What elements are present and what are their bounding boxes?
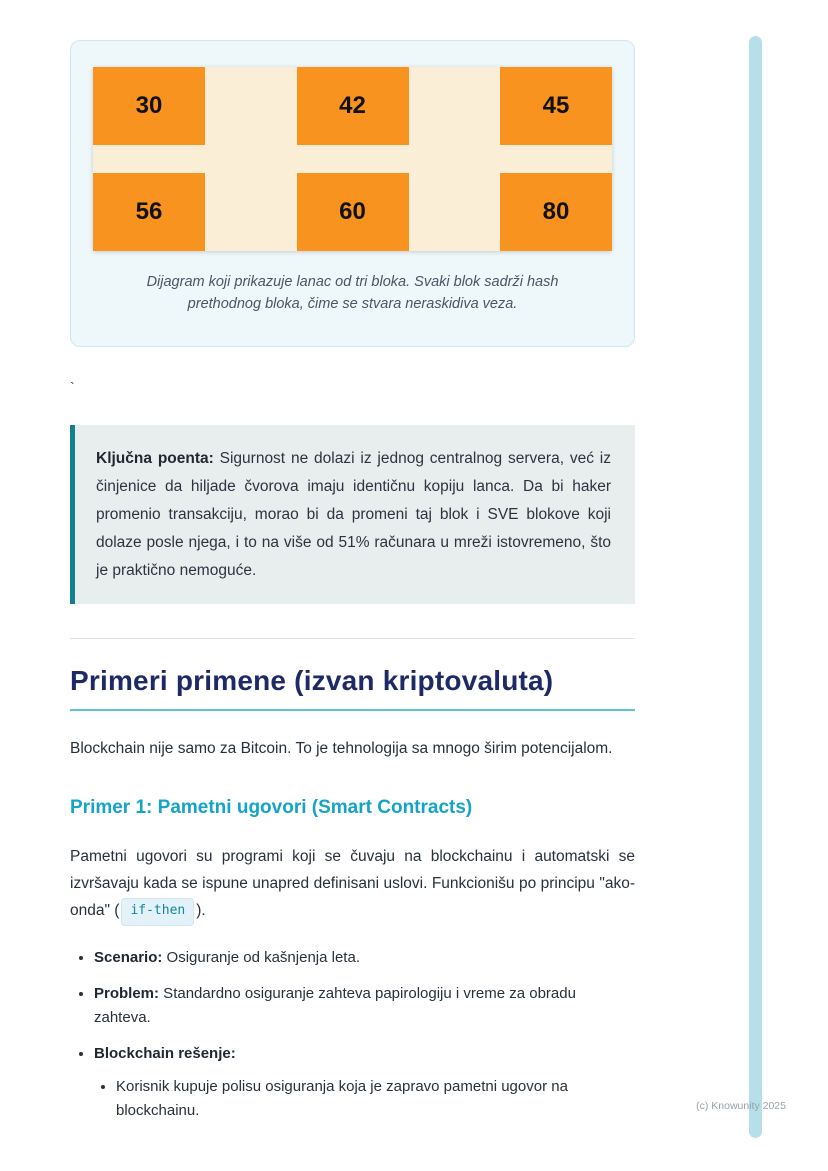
list-item — [94, 982, 635, 1030]
nested-list-item: • Korisnik kupuje polisu osiguranja koja je zapravo pametni ugovor na blockchainu. — [116, 1075, 635, 1123]
intro-paragraph: Blockchain nije samo za Bitcoin. To je tehnologija sa mnogo širim potencijalom. — [70, 740, 613, 758]
list-item — [94, 946, 635, 970]
block-cell: 45 — [500, 67, 612, 145]
section-heading: Primeri primene (izvan kriptovaluta) — [70, 665, 635, 711]
scrollbar[interactable] — [749, 36, 762, 1138]
key-point-callout — [70, 425, 635, 604]
subsection-heading: Primer 1: Pametni ugovori (Smart Contracts) — [70, 796, 473, 818]
list-item-label: Problem: — [94, 984, 160, 1002]
list-item-label: Scenario: — [94, 948, 163, 966]
examples-list — [70, 946, 635, 1123]
block-cell: 80 — [500, 173, 612, 251]
block-cell: 42 — [297, 67, 409, 145]
block-cell: 60 — [297, 173, 409, 251]
callout-label: Ključna poenta: — [96, 449, 214, 467]
block-cell: 56 — [93, 173, 205, 251]
figure-caption: Dijagram koji prikazuje lanac od tri bloka. Svaki blok sadrži hash prethodnog bloka, čime se stvara neraskidiva veza. — [146, 274, 559, 313]
paragraph-text: ). — [196, 901, 206, 919]
block-cell: 30 — [93, 67, 205, 145]
blockchain-diagram — [93, 67, 612, 251]
stray-backtick: ` — [70, 378, 75, 395]
page-content — [70, 40, 635, 1135]
callout-text: Sigurnost ne dolazi iz jednog centralnog servera, već iz činjenice da hiljade čvorova imaju identičnu kopiju lanca. Da bi haker promenio transakciju, morao bi da promeni taj blok i SVE blokove koji dolaze posle njega, i to na više od 51% računara u mreži istovremeno, što je praktično nemoguće. — [96, 449, 611, 579]
nested-list — [94, 1075, 635, 1123]
inline-code: if-then — [121, 898, 194, 926]
paragraph-text: Pametni ugovori su programi koji se čuvaju na blockchainu i automatski se izvršavaju kada se ispune unapred definisani uslovi. Funkcionišu po principu "ako-onda" ( — [70, 847, 635, 919]
blockchain-diagram-card — [70, 40, 635, 347]
copyright-credit: (c) Knowunity 2025 — [696, 1100, 786, 1112]
smart-contracts-paragraph — [70, 843, 635, 926]
list-item-label: Blockchain rešenje: — [94, 1044, 236, 1062]
list-item-text: Osiguranje od kašnjenja leta. — [162, 948, 360, 966]
list-item-text: Standardno osiguranje zahteva papirologiju i vreme za obradu zahteva. — [94, 984, 576, 1026]
section-divider — [70, 638, 635, 639]
list-item — [94, 1042, 635, 1123]
